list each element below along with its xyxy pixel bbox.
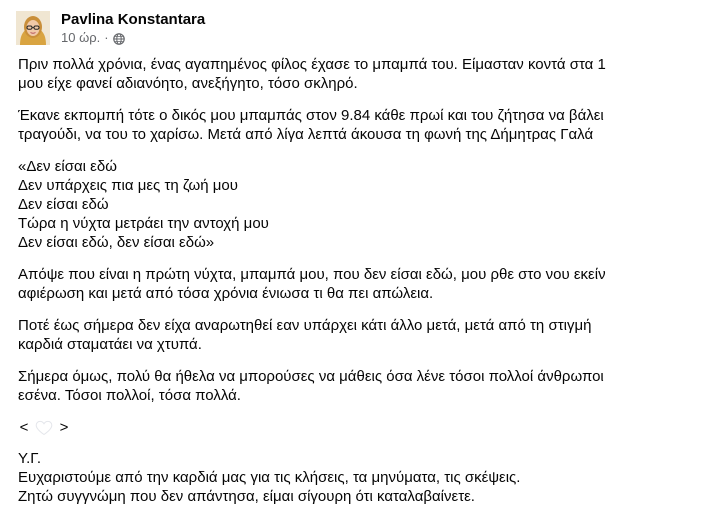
post-body bbox=[18, 55, 718, 519]
globe-icon[interactable] bbox=[113, 32, 125, 44]
white-heart-icon bbox=[35, 420, 53, 436]
text-line: εσένα. Τόσοι πολλοί, τόσα πολλά. bbox=[18, 387, 241, 404]
profile-photo-icon bbox=[16, 11, 50, 45]
lyric-line: Δεν είσαι εδώ, δεν είσαι εδώ» bbox=[18, 234, 215, 251]
left-angle-text: < bbox=[19, 419, 29, 436]
text-line: αφιέρωση και μετά από τόσα χρόνια ένιωσα τι θα πει απώλεια. bbox=[18, 285, 434, 302]
emoji-row bbox=[18, 418, 718, 437]
lyric-line: Δεν υπάρχεις πια μες τη ζωή μου bbox=[18, 177, 238, 194]
separator-dot: · bbox=[104, 30, 109, 45]
post-meta bbox=[61, 10, 205, 46]
author-name[interactable]: Pavlina Konstantara bbox=[61, 11, 206, 28]
text-line: Ευχαριστούμε από την καρδιά μας για τις κλήσεις, τα μηνύματα, τις σκέψεις. bbox=[18, 469, 521, 486]
lyric-line: Δεν είσαι εδώ bbox=[18, 196, 109, 213]
lyric-line: Τώρα η νύχτα μετράει την αντοχή μου bbox=[18, 215, 269, 232]
lyrics-paragraph bbox=[18, 157, 718, 252]
right-angle-text: > bbox=[59, 419, 69, 436]
post-subline bbox=[61, 29, 205, 46]
text-line: τραγούδι, να του το χαρίσω. Μετά από λίγα λεπτά άκουσα τη φωνή της Δήμητρας Γαλά bbox=[18, 126, 594, 143]
paragraph bbox=[18, 367, 718, 405]
text-line: μου είχε φανεί αδιανόητο, ανεξήγητο, τόσο σκληρό. bbox=[18, 75, 358, 92]
text-line: Σήμερα όμως, πολύ θα ήθελα να μπορούσες να μάθεις όσα λένε τόσοι πολλοί άνθρωποι bbox=[18, 368, 604, 385]
paragraph bbox=[18, 106, 718, 144]
avatar[interactable] bbox=[16, 11, 50, 45]
text-line: Απόψε που είναι η πρώτη νύχτα, μπαμπά μου, που δεν είσαι εδώ, μου ρθε στο νου εκείν bbox=[18, 266, 606, 283]
text-line: Πριν πολλά χρόνια, ένας αγαπημένος φίλος έχασε το μπαμπά του. Είμασταν κοντά στα 1 bbox=[18, 56, 606, 73]
text-line: Έκανε εκπομπή τότε ο δικός μου μπαμπάς στον 9.84 κάθε πρωί και του ζήτησα να βάλει bbox=[18, 107, 604, 124]
post-header bbox=[16, 6, 205, 50]
paragraph bbox=[18, 55, 718, 93]
text-line: Υ.Γ. bbox=[18, 450, 42, 467]
post-timestamp[interactable]: 10 ώρ. bbox=[61, 30, 101, 45]
lyric-line: «Δεν είσαι εδώ bbox=[18, 158, 117, 175]
text-line: Ζητώ συγγνώμη που δεν απάντησα, είμαι σίγουρη ότι καταλαβαίνετε. bbox=[18, 488, 475, 505]
text-line: καρδιά σταματάει να χτυπά. bbox=[18, 336, 202, 353]
paragraph bbox=[18, 316, 718, 354]
closing-paragraph bbox=[18, 449, 718, 506]
text-line: Ποτέ έως σήμερα δεν είχα αναρωτηθεί εαν υπάρχει κάτι άλλο μετά, μετά από τη στιγμή bbox=[18, 317, 592, 334]
paragraph bbox=[18, 265, 718, 303]
